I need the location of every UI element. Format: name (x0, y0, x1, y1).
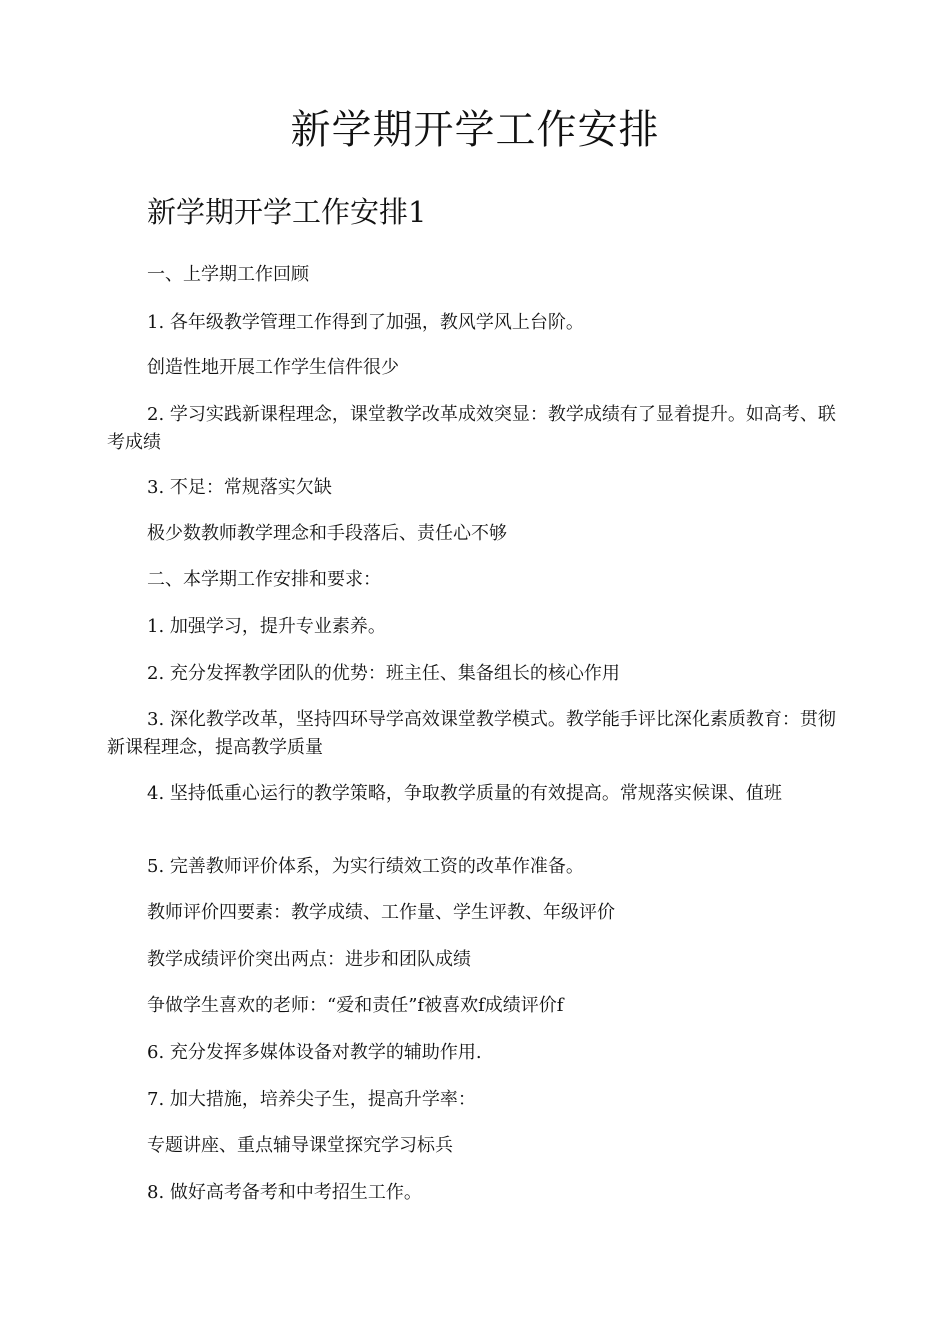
section-title: 新学期开学工作安排1 (147, 195, 427, 229)
paragraph: 创造性地开展工作学生信件很少 (147, 357, 399, 378)
paragraph: 8. 做好高考备考和中考招生工作。 (147, 1182, 422, 1203)
paragraph: 二、本学期工作安排和要求： (147, 569, 381, 590)
paragraph: 5. 完善教师评价体系，为实行绩效工资的改革作准备。 (147, 856, 584, 877)
paragraph: 极少数教师教学理念和手段落后、责任心不够 (147, 523, 507, 544)
paragraph: 2. 充分发挥教学团队的优势：班主任、集备组长的核心作用 (147, 663, 620, 684)
document-title: 新学期开学工作安排 (290, 107, 660, 153)
paragraph: 4. 坚持低重心运行的教学策略，争取教学质量的有效提高。常规落实候课、值班 (147, 783, 782, 804)
paragraph: 6. 充分发挥多媒体设备对教学的辅助作用. (147, 1042, 482, 1063)
paragraph: 1. 加强学习，提升专业素养。 (147, 616, 386, 637)
paragraph: 2. 学习实践新课程理念，课堂教学改革成效突显：教学成绩有了显着提升。如高考、联考成绩 (107, 404, 836, 453)
paragraph: 教学成绩评价突出两点：进步和团队成绩 (147, 949, 471, 970)
paragraph: 7. 加大措施，培养尖子生，提高升学率： (147, 1089, 476, 1110)
paragraph: 争做学生喜欢的老师：“爱和责任”f被喜欢f成绩评价f (147, 995, 564, 1016)
paragraph: 教师评价四要素：教学成绩、工作量、学生评教、年级评价 (147, 902, 615, 923)
paragraph: 专题讲座、重点辅导课堂探究学习标兵 (147, 1135, 453, 1156)
paragraph: 3. 不足：常规落实欠缺 (147, 477, 332, 498)
paragraph: 3. 深化教学改革，坚持四环导学高效课堂教学模式。教学能手评比深化素质教育：贯彻新课程理念，提高教学质量 (107, 709, 836, 758)
paragraph: 1. 各年级教学管理工作得到了加强，教风学风上台阶。 (147, 312, 584, 333)
paragraph: 一、上学期工作回顾 (147, 264, 309, 285)
